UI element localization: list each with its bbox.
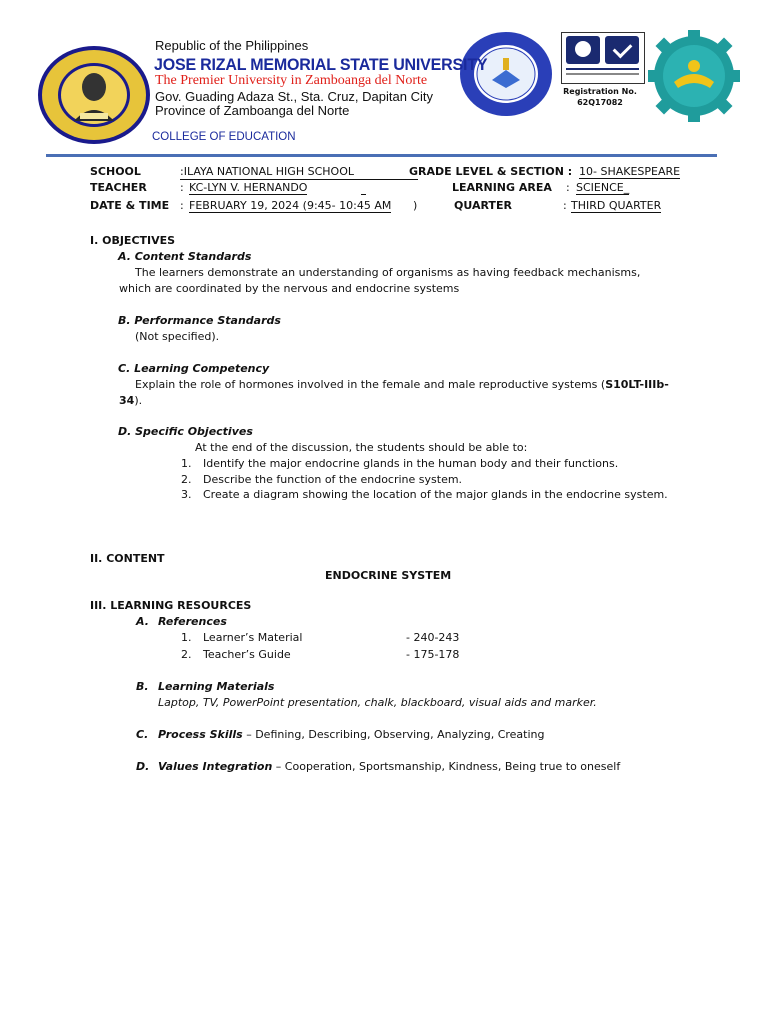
university-address: Gov. Guading Adaza St., Sta. Cruz, Dapitan City [155, 89, 433, 104]
objective-item: Create a diagram showing the location of the major glands in the endocrine system. [203, 488, 668, 501]
competency-end: ). [134, 394, 143, 407]
learning-competency-line2 [119, 394, 142, 407]
teacher-value: KC-LYN V. HERNANDO [189, 181, 308, 194]
process-skills-line [158, 728, 544, 741]
college-name: COLLEGE OF EDUCATION [152, 131, 296, 143]
learning-competency-text: Explain the role of hormones involved in the female and male reproductive systems ( [135, 378, 606, 391]
aaccup-logo [648, 30, 740, 122]
university-province: Province of Zamboanga del Norte [155, 103, 350, 118]
quarter-value: THIRD QUARTER [571, 199, 662, 212]
learning-competency-title: C. Learning Competency [118, 362, 270, 375]
republic-heading: Republic of the Philippines [155, 38, 309, 53]
reference-pages: - 175-178 [406, 648, 460, 661]
teacher-underscore [361, 194, 366, 195]
content-standards-title: A. Content Standards [118, 250, 252, 263]
reference-number: 2. [181, 648, 192, 661]
date-time-colon: : [180, 199, 184, 212]
objective-item: Describe the function of the endocrine system. [203, 473, 463, 486]
date-time-label: DATE & TIME [90, 199, 170, 212]
performance-standards-title: B. Performance Standards [118, 314, 281, 327]
competency-code-part1: S10LT-IIIb- [605, 378, 669, 391]
objectives-heading: I. OBJECTIVES [90, 234, 176, 247]
content-standards-line2: which are coordinated by the nervous and endocrine systems [119, 282, 460, 295]
teacher-colon: : [180, 181, 184, 194]
learning-area-label: LEARNING AREA [452, 181, 552, 194]
values-integration-title: Values Integration [158, 760, 273, 773]
competency-code-part2: 34 [119, 394, 135, 407]
process-skills-letter: C. [136, 728, 149, 741]
teacher-label: TEACHER [90, 181, 147, 194]
values-integration-line [158, 760, 620, 773]
performance-standards-text: (Not specified). [135, 330, 220, 343]
reference-pages: - 240-243 [406, 631, 460, 644]
registration-value: 62Q17082 [577, 98, 623, 107]
references-title: References [158, 615, 227, 628]
university-tagline: The Premier University in Zamboanga del Norte [155, 73, 428, 88]
content-standards-line1: The learners demonstrate an understanding of organisms as having feedback mechanisms, [135, 266, 641, 279]
reference-name: Learner’s Material [203, 631, 303, 644]
iso-certification-logo [561, 32, 645, 84]
header-divider [46, 154, 717, 157]
content-heading: II. CONTENT [90, 552, 165, 565]
objective-number: 2. [181, 473, 192, 486]
school-label: SCHOOL [90, 165, 141, 178]
registration-number [558, 86, 642, 108]
quarter-label: QUARTER [454, 199, 512, 212]
content-topic: ENDOCRINE SYSTEM [325, 569, 452, 582]
values-integration-letter: D. [136, 760, 150, 773]
specific-objectives-intro: At the end of the discussion, the students should be able to: [195, 441, 528, 454]
university-name: JOSE RIZAL MEMORIAL STATE UNIVERSITY [154, 56, 488, 74]
grade-section-value: 10- SHAKESPEARE [579, 165, 681, 178]
date-time-paren: ) [413, 199, 418, 212]
learning-competency-line1 [135, 378, 669, 391]
registration-label: Registration No. [563, 87, 637, 96]
jrmsu-seal-logo [36, 45, 152, 145]
school-value: :ILAYA NATIONAL HIGH SCHOOL [180, 165, 418, 180]
values-integration-text: – Cooperation, Sportsmanship, Kindness, Being true to oneself [272, 760, 621, 773]
learning-area-colon: : [566, 181, 570, 194]
objective-item: Identify the major endocrine glands in the human body and their functions. [203, 457, 619, 470]
date-time-value: FEBRUARY 19, 2024 (9:45- 10:45 AM [189, 199, 392, 212]
specific-objectives-title: D. Specific Objectives [118, 425, 253, 438]
process-skills-title: Process Skills [158, 728, 243, 741]
quarter-colon: : [563, 199, 567, 212]
learning-resources-heading: III. LEARNING RESOURCES [90, 599, 252, 612]
learning-materials-title: Learning Materials [158, 680, 275, 693]
learning-area-value: SCIENCE_ [576, 181, 630, 194]
reference-name: Teacher’s Guide [203, 648, 291, 661]
learning-materials-letter: B. [136, 680, 149, 693]
grade-section-label: GRADE LEVEL & SECTION : [409, 165, 573, 178]
reference-number: 1. [181, 631, 192, 644]
objective-number: 3. [181, 488, 192, 501]
process-skills-text: – Defining, Describing, Observing, Analyzing, Creating [242, 728, 545, 741]
references-letter: A. [136, 615, 149, 628]
objective-number: 1. [181, 457, 192, 470]
learning-materials-text: Laptop, TV, PowerPoint presentation, chalk, blackboard, visual aids and marker. [158, 696, 597, 709]
